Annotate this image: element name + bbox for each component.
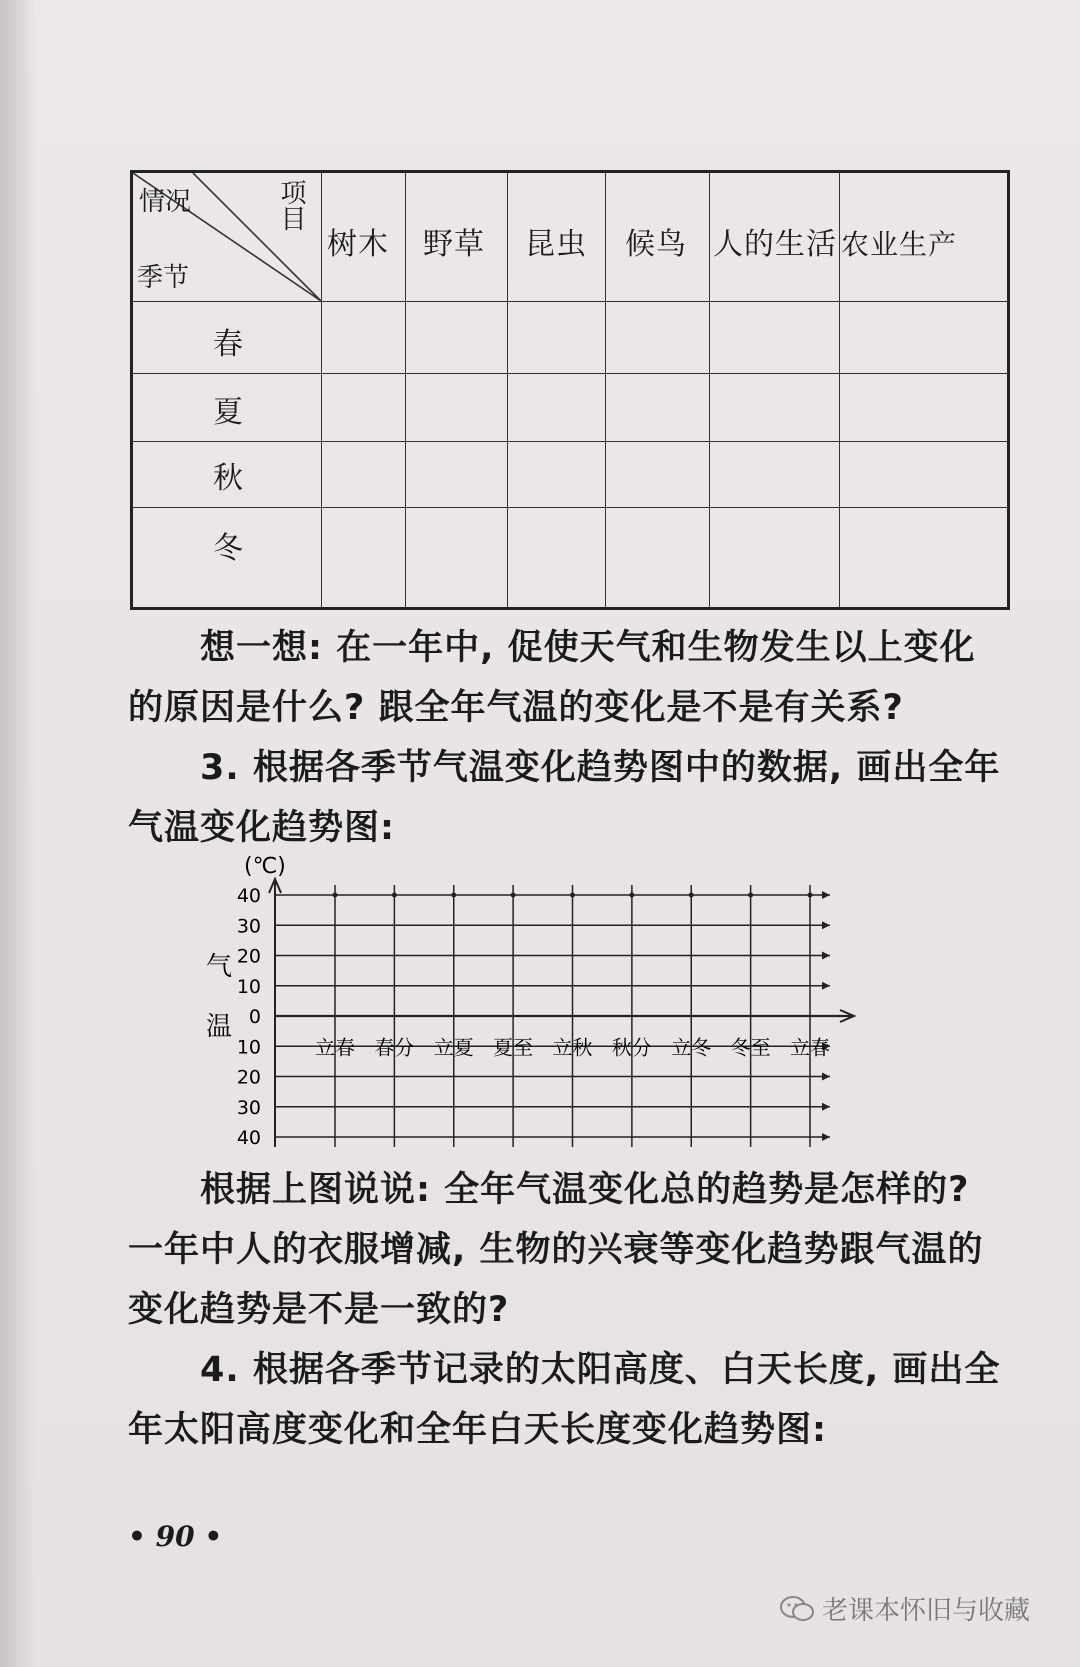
column-header-migratory-birds: 候鸟 [625, 227, 687, 262]
chart-grid-node [808, 893, 813, 898]
corner-label-situation: 情况 [139, 187, 192, 217]
chart-gridline-arrow [822, 1133, 830, 1141]
chart-grid-node [748, 893, 753, 898]
column-header-weeds: 野草 [423, 227, 485, 262]
chart-y-tick-label: 40 [236, 1127, 261, 1149]
wechat-icon [780, 1595, 814, 1623]
chart-gridline-arrow [822, 1073, 830, 1081]
chart-x-category-label: 夏至 [493, 1035, 534, 1060]
table-hline [133, 373, 1007, 374]
watermark [780, 1590, 1030, 1627]
think-paragraph [128, 618, 1008, 738]
row-label-spring: 春 [213, 327, 243, 362]
table-vline [839, 173, 840, 607]
chart-y-tick-label: 10 [236, 1036, 261, 1059]
discuss-text: 根据上图说说: 全年气温变化总的趋势是怎样的? 一年中人的衣服增减, 生物的兴衰等变化趋势跟气温的变化趋势是不是一致的? [128, 1170, 984, 1330]
chart-gridline-arrow [822, 1103, 830, 1111]
row-label-autumn: 秋 [213, 461, 243, 496]
item4-paragraph [128, 1340, 1008, 1460]
watermark-text: 老课本怀旧与收藏 [822, 1596, 1031, 1626]
item4-text: 4. 根据各季节记录的太阳高度、白天长度, 画出全年太阳高度变化和全年白天长度变化趋势图: [128, 1350, 1001, 1450]
chart-unit-label: (℃) [244, 855, 286, 879]
chart-x-category-label: 立春 [315, 1035, 355, 1060]
chart-y-axis-label: 气 [206, 952, 233, 982]
table-vline [709, 173, 710, 607]
chart-x-category-label: 立冬 [671, 1035, 712, 1060]
chart-grid-node [451, 893, 456, 898]
corner-label-season: 季节 [137, 263, 190, 293]
table-vline [507, 173, 508, 607]
chart-x-category-label: 立春 [790, 1035, 830, 1060]
page-edge-shadow [0, 0, 36, 1667]
chart-x-category-label: 立夏 [433, 1035, 474, 1060]
column-header-human-life: 人的生活 [713, 227, 837, 262]
chart-gridline-arrow [822, 891, 830, 899]
chart-y-tick-label: 20 [236, 1066, 261, 1089]
row-label-winter: 冬 [213, 531, 243, 566]
chart-y-axis-label: 温 [206, 1012, 233, 1042]
chart-x-category-label: 秋分 [611, 1035, 652, 1060]
page-number: • 90 • [128, 1520, 223, 1553]
chart-gridline-arrow [822, 952, 830, 960]
chart-x-category-label: 立秋 [552, 1035, 593, 1060]
temperature-trend-chart [130, 855, 870, 1195]
table-hline [133, 441, 1007, 442]
row-label-summer: 夏 [213, 395, 243, 430]
item3-paragraph [128, 738, 1008, 858]
chart-y-tick-label: 30 [236, 915, 261, 938]
column-header-insects: 昆虫 [525, 227, 587, 262]
corner-label-item: 项目 [276, 179, 306, 231]
chart-y-tick-label: 30 [236, 1096, 261, 1119]
chart-y-tick-label: 10 [236, 975, 261, 998]
chart-grid-node [392, 893, 397, 898]
chart-x-category-label: 春分 [374, 1035, 415, 1060]
chart-x-category-label: 冬至 [730, 1035, 771, 1060]
column-header-agriculture: 农业生产 [841, 228, 958, 261]
column-header-trees: 树木 [327, 227, 389, 262]
chart-gridline-arrow [822, 982, 830, 990]
chart-gridline-arrow [822, 921, 830, 929]
chart-grid-node [629, 893, 634, 898]
table-vline [405, 173, 406, 607]
item3-text: 3. 根据各季节气温变化趋势图中的数据, 画出全年气温变化趋势图: [128, 748, 1001, 848]
chart-y-tick-label: 40 [236, 885, 261, 907]
think-text: 想一想: 在一年中, 促使天气和生物发生以上变化的原因是什么? 跟全年气温的变化是不是有关系? [128, 628, 976, 728]
table-hline [133, 507, 1007, 508]
chart-grid [269, 879, 854, 1147]
chart-y-tick-label: 0 [248, 1006, 261, 1028]
chart-grid-node [333, 893, 338, 898]
season-observation-table [130, 170, 1010, 610]
chart-y-ticks [237, 885, 261, 1149]
chart-y-tick-label: 20 [236, 945, 261, 968]
chart-grid-node [570, 893, 575, 898]
discuss-paragraph [128, 1160, 1008, 1340]
chart-grid-node [689, 893, 694, 898]
chart-grid-node [511, 893, 516, 898]
chart-x-categories [315, 1035, 830, 1059]
table-vline [605, 173, 606, 607]
